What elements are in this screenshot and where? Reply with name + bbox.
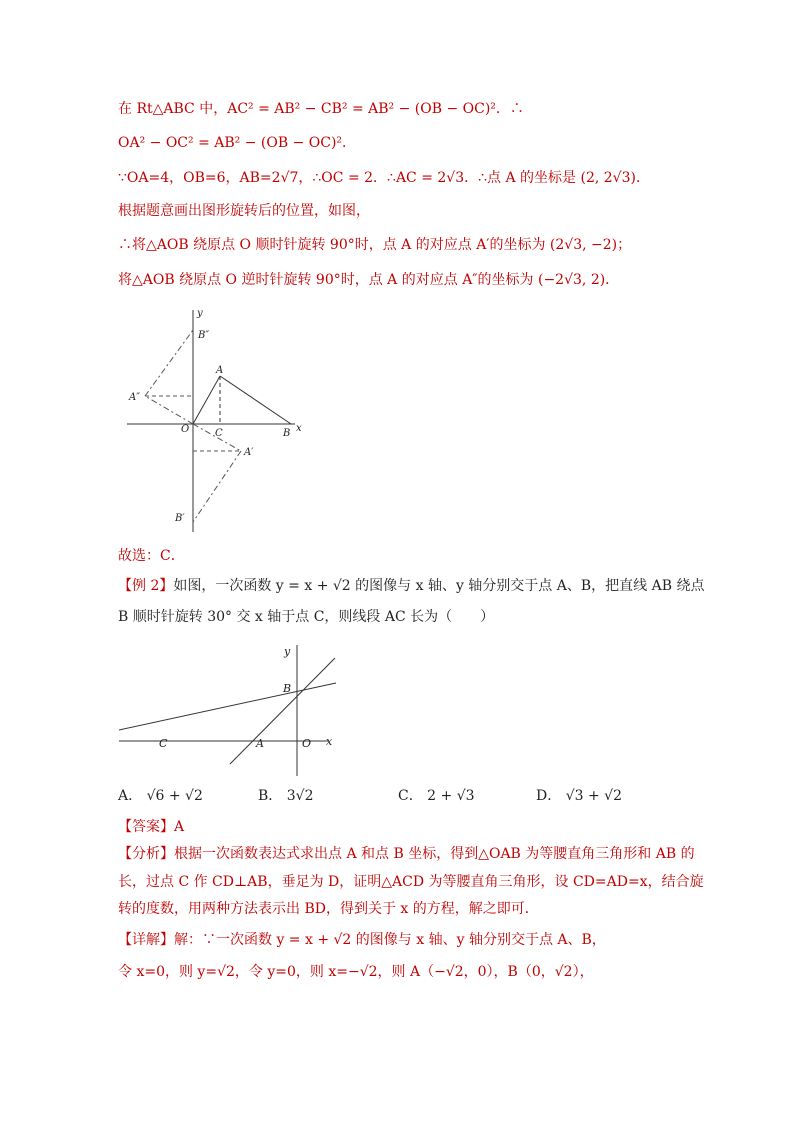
detail-tag: 【详解】 <box>118 932 174 948</box>
fig1-label-O: O <box>181 424 190 435</box>
solution-line-6: 将△AOB 绕原点 O 逆时针旋转 90°时，点 A 的对应点 A″的坐标为 (−2√3, 2)． <box>118 272 620 288</box>
solution-line-4: 根据题意画出图形旋转后的位置，如图， <box>118 203 370 219</box>
fig1-label-A: A <box>216 365 224 376</box>
option-d <box>536 786 622 806</box>
fig1-label-B2: B″ <box>198 330 210 341</box>
option-b-letter: B． <box>258 788 283 804</box>
example2-tag: 【例 2】 <box>118 578 174 594</box>
fig2-label-O: O <box>302 737 312 750</box>
option-a-letter: A． <box>118 788 143 804</box>
detail-text-1: 解：∵一次函数 y = x + √2 的图像与 x 轴、y 轴分别交于点 A、B， <box>174 932 606 948</box>
analysis-line-2: 长，过点 C 作 CD⊥AB，垂足为 D，证明△ACD 为等腰直角三角形，设 CD=AD=x，结合旋 <box>118 874 704 890</box>
option-d-text: √3 + √2 <box>565 788 622 804</box>
analysis-line-3: 转的度数，用两种方法表示出 BD，得到关于 x 的方程，解之即可． <box>118 901 539 917</box>
fig1-label-A2: A″ <box>129 392 140 403</box>
answer-tag: 【答案】 <box>118 819 174 835</box>
detail-line-2: 令 x=0，则 y=√2，令 y=0，则 x=−√2，则 A（−√2，0），B（0，√2）， <box>118 964 594 980</box>
fig1-label-x: x <box>296 423 302 434</box>
choice-line: 故选：C． <box>118 548 185 564</box>
solution-line-3: ∵OA=4，OB=6，AB=2√7，∴OC = 2．∴AC = 2√3．∴点 A 的坐标是 (2, 2√3)． <box>118 170 650 186</box>
fig1-label-B: B <box>283 428 291 439</box>
solution-line-2: OA² − OC² = AB² − (OB − OC)²． <box>118 135 357 151</box>
fig1-seg-OA <box>193 376 220 424</box>
fig1-seg-OA1 <box>193 424 241 451</box>
fig1-seg-OA2 <box>145 396 193 424</box>
fig2-label-B: B <box>283 682 292 695</box>
fig2-label-C: C <box>159 737 168 750</box>
fig2-line-AB <box>230 658 335 764</box>
example2-text-1: 如图，一次函数 y = x + √2 的图像与 x 轴、y 轴分别交于点 A、B，把直线 AB 绕点 <box>173 578 705 594</box>
solution-line-1: 在 Rt△ABC 中，AC² = AB² − CB² = AB² − (OB − OC)²．∴ <box>118 101 524 117</box>
fig2-label-x: x <box>326 735 333 748</box>
fig1-seg-AB <box>220 376 291 424</box>
fig1-seg-A2B2 <box>145 330 193 396</box>
detail-line-1 <box>118 930 606 950</box>
option-d-letter: D． <box>536 788 562 804</box>
option-a <box>118 786 203 806</box>
option-c-text: 2 + √3 <box>427 788 475 804</box>
option-c-letter: C． <box>398 788 423 804</box>
option-b <box>258 786 314 806</box>
answer-value: A <box>174 819 185 835</box>
answer-line <box>118 817 184 837</box>
fig2-label-A: A <box>256 737 264 750</box>
fig1-label-A1: A′ <box>244 447 254 458</box>
option-b-text: 3√2 <box>286 788 314 804</box>
example2-line-1 <box>118 576 704 596</box>
example2-line-2: B 顺时针旋转 30° 交 x 轴于点 C，则线段 AC 长为（ ） <box>118 609 495 625</box>
fig1-label-y: y <box>197 308 203 319</box>
fig2-label-y: y <box>284 645 291 658</box>
fig1-label-B1: B′ <box>175 513 185 524</box>
analysis-tag: 【分析】 <box>118 846 174 862</box>
analysis-line-1 <box>118 844 695 864</box>
analysis-text-1: 根据一次函数表达式求出点 A 和点 B 坐标，得到△OAB 为等腰直角三角形和 AB 的 <box>174 846 695 862</box>
solution-line-5: ∴将△AOB 绕原点 O 顺时针旋转 90°时，点 A 的对应点 A′的坐标为 (2√3, −2)； <box>118 237 632 253</box>
fig2-line-BC <box>119 683 336 730</box>
fig1-label-C: C <box>215 428 223 439</box>
option-a-text: √6 + √2 <box>146 788 203 804</box>
option-c <box>398 786 475 806</box>
fig1-seg-A1B1 <box>193 451 241 522</box>
